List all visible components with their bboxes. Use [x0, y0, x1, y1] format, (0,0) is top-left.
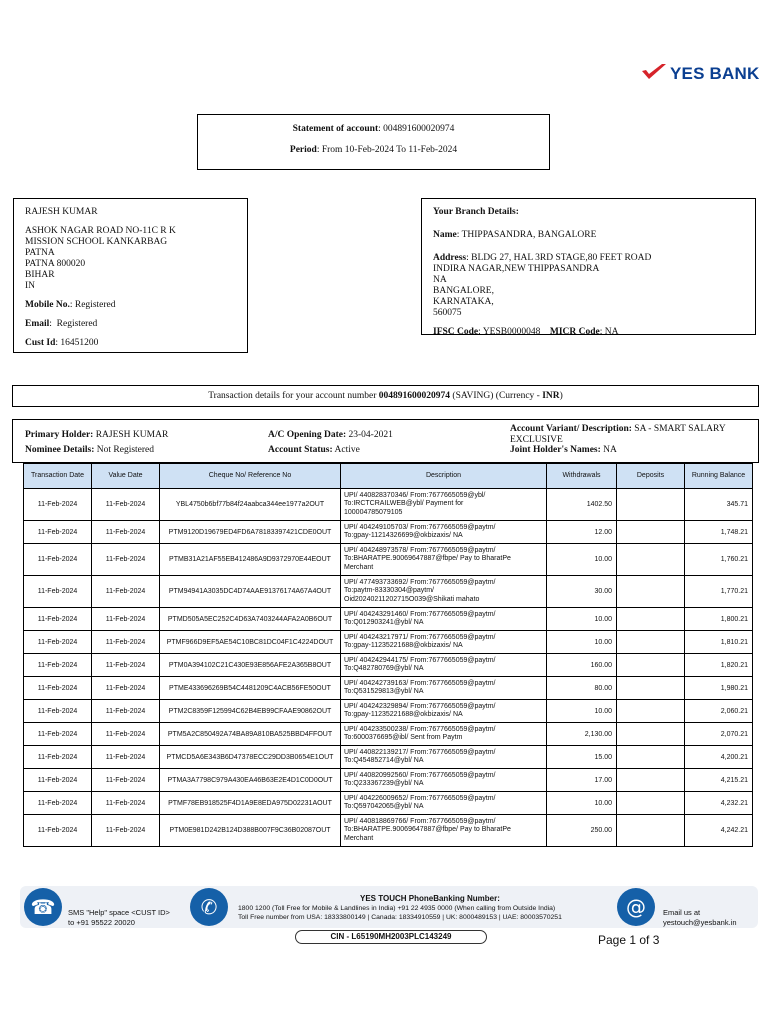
transaction-date-cell: 11-Feb-2024 — [24, 654, 92, 677]
email-line-1: Email us at — [663, 908, 701, 917]
reference-cell: PTMD505A5EC252C4D63A7403244AFA2A0B6OUT — [160, 608, 341, 631]
yestouch-title: YES TOUCH PhoneBanking Number: — [360, 894, 500, 903]
withdrawal-cell: 10.00 — [547, 700, 617, 723]
customer-name: RAJESH KUMAR — [25, 207, 98, 217]
col-value-date: Value Date — [92, 464, 160, 489]
balance-cell: 4,215.21 — [685, 769, 753, 792]
primary-holder-label: Primary Holder: — [25, 430, 94, 440]
table-row — [24, 489, 753, 521]
description-line: UPI/ 404226009652/ From:7677665059@paytm/ — [344, 794, 496, 802]
balance-cell: 2,060.21 — [685, 700, 753, 723]
yestouch-line-1: 1800 1200 (Toll Free for Mobile & Landlines in India) +91 22 4935 0000 (When calling from Outside India) — [238, 904, 556, 912]
period-line: Period: From 10-Feb-2024 To 11-Feb-2024 — [289, 145, 458, 155]
reference-cell: PTMCD5A6E343B6D47378ECC29DD3B0654E1OUT — [160, 746, 341, 769]
email-line-2: yestouch@yesbank.in — [663, 917, 737, 927]
balance-cell: 2,070.21 — [685, 723, 753, 746]
description-cell — [341, 815, 547, 847]
description-line: To:Q454852714@ybl/ NA — [344, 757, 424, 764]
table-row — [24, 792, 753, 815]
tx-account: 004891600020974 — [378, 391, 451, 401]
ifsc-label: IFSC Code — [433, 327, 479, 337]
withdrawal-cell: 10.00 — [547, 792, 617, 815]
tx-prefix: Transaction details for your account number — [208, 391, 377, 401]
value-date-cell: 11-Feb-2024 — [92, 769, 160, 792]
description-line: UPI/ 440820992560/ From:7677665059@paytm/ — [344, 771, 496, 779]
description-line: UPI/ 404242739163/ From:7677665059@paytm/ — [344, 679, 496, 687]
transaction-date-cell: 11-Feb-2024 — [24, 576, 92, 608]
value-date-cell: 11-Feb-2024 — [92, 544, 160, 576]
withdrawal-cell: 15.00 — [547, 746, 617, 769]
reference-cell: PTM0E981D242B124D388B007F9C36B02087OUT — [160, 815, 341, 847]
description-line: UPI/ 440822139217/ From:7677665059@paytm/ — [344, 748, 496, 756]
micr-label: MICR Code — [549, 327, 600, 337]
table-row — [24, 723, 753, 746]
description-cell — [341, 723, 547, 746]
deposit-cell — [617, 489, 685, 521]
account-variant — [510, 424, 755, 446]
balance-cell: 1,760.21 — [685, 544, 753, 576]
yestouch-line-2: Toll Free number from USA: 18333800149 | Canada: 18334910559 | UK: 8000489153 | UAE: 80003570251 — [238, 914, 562, 921]
table-row — [24, 631, 753, 654]
deposit-cell — [617, 769, 685, 792]
transaction-date-cell: 11-Feb-2024 — [24, 815, 92, 847]
opening-date — [268, 430, 393, 441]
cin-badge: CIN - L65190MH2003PLC143249 — [295, 930, 487, 944]
branch-name-row: Name: THIPPASANDRA, BANGALORE — [433, 230, 597, 240]
reference-cell: YBL4750b6bf77b84f24aabca344ee1977a2OUT — [160, 489, 341, 521]
table-row — [24, 769, 753, 792]
statement-label: Statement of account — [292, 124, 379, 134]
description-cell — [341, 677, 547, 700]
address-line: IN — [25, 281, 36, 291]
page-number: Page 1 of 3 — [598, 933, 660, 947]
description-cell — [341, 521, 547, 544]
phone-icon: ✆ — [190, 888, 228, 926]
balance-cell: 1,820.21 — [685, 654, 753, 677]
value-date-cell: 11-Feb-2024 — [92, 723, 160, 746]
description-cell — [341, 769, 547, 792]
branch-address-line: INDIRA NAGAR,NEW THIPPASANDRA — [433, 264, 600, 274]
value-date-cell: 11-Feb-2024 — [92, 700, 160, 723]
value-date-cell: 11-Feb-2024 — [92, 489, 160, 521]
withdrawal-cell: 17.00 — [547, 769, 617, 792]
description-line: To:6000376695@ibl/ Sent from Paytm — [344, 734, 463, 741]
description-line: To:Q012903241@ybl/ NA — [344, 619, 424, 626]
primary-holder-value: RAJESH KUMAR — [95, 430, 169, 440]
tx-currency: INR — [542, 391, 560, 401]
joint-holder-label: Joint Holder's Names: — [510, 445, 601, 455]
description-cell — [341, 489, 547, 521]
customer-box — [13, 198, 248, 353]
description-line: UPI/ 404233500238/ From:7677665059@paytm/ — [344, 725, 496, 733]
reference-cell: PTMB31A21AF55EB412486A9D9372970E44EOUT — [160, 544, 341, 576]
description-line: UPI/ 404243291460/ From:7677665059@paytm/ — [344, 610, 496, 618]
withdrawal-cell: 10.00 — [547, 608, 617, 631]
table-row — [24, 677, 753, 700]
address-line: PATNA — [25, 248, 55, 258]
description-cell — [341, 576, 547, 608]
description-line: UPI/ 477493733692/ From:7677665059@paytm/ — [344, 578, 496, 586]
value-date-cell: 11-Feb-2024 — [92, 677, 160, 700]
deposit-cell — [617, 723, 685, 746]
mobile-sms-icon: ☎ — [24, 888, 62, 926]
value-date-cell: 11-Feb-2024 — [92, 746, 160, 769]
reference-cell: PTMF966D9EF5AE54C10BC81DC04F1C4224DOUT — [160, 631, 341, 654]
reference-cell: PTM2C8359F125994C62B4EB99CFAAE90862OUT — [160, 700, 341, 723]
deposit-cell — [617, 544, 685, 576]
account-status-value: Active — [334, 445, 360, 455]
table-row — [24, 521, 753, 544]
bank-logo — [640, 62, 760, 92]
cust-id-value: 16451200 — [60, 338, 99, 348]
deposit-cell — [617, 654, 685, 677]
description-line: UPI/ 404242329894/ From:7677665059@paytm/ — [344, 702, 496, 710]
statement-line: Statement of account: 004891600020974 — [292, 124, 455, 134]
description-line: UPI/ 404242944175/ From:7677665059@paytm/ — [344, 656, 496, 664]
description-line: To:BHARATPE.90069647887@fbpe/ Pay to BharatPe — [344, 826, 511, 834]
table-row — [24, 700, 753, 723]
description-cell — [341, 700, 547, 723]
address-line: MISSION SCHOOL KANKARBAG — [25, 237, 168, 247]
table-row — [24, 746, 753, 769]
reference-cell: PTM5A2C850492A74BA89A810BA525BBD4FFOUT — [160, 723, 341, 746]
branch-name-value: THIPPASANDRA, BANGALORE — [461, 230, 597, 240]
tx-type: (SAVING) (Currency - — [452, 391, 540, 401]
balance-cell: 1,748.21 — [685, 521, 753, 544]
joint-holder — [510, 445, 617, 456]
sms-text — [68, 908, 170, 927]
opening-date-value: 23-04-2021 — [348, 430, 393, 440]
mobile-label: Mobile No. — [25, 300, 70, 310]
tx-suffix: ) — [559, 391, 563, 401]
description-line: To:Q482780769@ybl/ NA — [344, 665, 424, 672]
withdrawal-cell: 10.00 — [547, 544, 617, 576]
branch-name-label: Name — [433, 230, 457, 240]
description-cell — [341, 631, 547, 654]
description-line: To:gpay-11235221688@okbizaxis/ NA — [344, 711, 463, 718]
transaction-date-cell: 11-Feb-2024 — [24, 521, 92, 544]
tick-logo-icon — [640, 62, 668, 82]
balance-cell: 4,200.21 — [685, 746, 753, 769]
reference-cell: PTM94941A3035DC4D74AAE91376174A67A4OUT — [160, 576, 341, 608]
description-cell — [341, 544, 547, 576]
mobile-value: Registered — [74, 300, 116, 310]
withdrawal-cell: 10.00 — [547, 631, 617, 654]
description-cell — [341, 654, 547, 677]
description-line: UPI/ 404249105703/ From:7677665059@paytm/ — [344, 523, 496, 531]
withdrawal-cell: 1402.50 — [547, 489, 617, 521]
col-deposits: Deposits — [617, 464, 685, 489]
deposit-cell — [617, 746, 685, 769]
balance-cell: 4,242.21 — [685, 815, 753, 847]
transaction-date-cell: 11-Feb-2024 — [24, 608, 92, 631]
withdrawal-cell: 30.00 — [547, 576, 617, 608]
description-line: Merchant — [344, 563, 374, 571]
transaction-date-cell: 11-Feb-2024 — [24, 489, 92, 521]
reference-cell: PTMA3A7798C979A430EA46B63E2E4D1C0D0OUT — [160, 769, 341, 792]
description-line: UPI/ 404248973578/ From:7677665059@paytm/ — [344, 546, 496, 554]
description-cell — [341, 608, 547, 631]
ifsc-value: YESB0000048 — [482, 327, 541, 337]
description-cell — [341, 746, 547, 769]
balance-cell: 1,810.21 — [685, 631, 753, 654]
customer-address — [25, 226, 176, 292]
sms-line-2: to +91 95522 20020 — [68, 917, 135, 927]
description-line: UPI/ 440828370346/ From:7677665059@ybl/ — [344, 491, 486, 499]
reference-cell: PTME433696269B54C4481209C4ACB56FE50OUT — [160, 677, 341, 700]
branch-address-line: 560075 — [433, 308, 462, 318]
description-line: UPI/ 404243217971/ From:7677665059@paytm/ — [344, 633, 496, 641]
email-value: Registered — [56, 319, 98, 329]
nominee-label: Nominee Details: — [25, 445, 95, 455]
deposit-cell — [617, 576, 685, 608]
cust-id-row: Cust Id: 16451200 — [25, 338, 99, 348]
branch-address-line: NA — [433, 275, 447, 285]
deposit-cell — [617, 631, 685, 654]
withdrawal-cell: 160.00 — [547, 654, 617, 677]
transaction-date-cell: 11-Feb-2024 — [24, 792, 92, 815]
address-line: PATNA 800020 — [25, 259, 86, 269]
branch-address-line: KARNATAKA, — [433, 297, 494, 307]
period-value: From 10-Feb-2024 To 11-Feb-2024 — [321, 145, 458, 155]
description-line: UPI/ 440818869766/ From:7677665059@paytm/ — [344, 817, 496, 825]
col-withdrawals: Withdrawals — [547, 464, 617, 489]
nominee — [25, 445, 154, 456]
col-running-balance: Running Balance — [685, 464, 753, 489]
email-icon: @ — [617, 888, 655, 926]
address-line: BIHAR — [25, 270, 55, 280]
holder-box — [12, 419, 759, 463]
deposit-cell — [617, 815, 685, 847]
value-date-cell: 11-Feb-2024 — [92, 521, 160, 544]
description-line: To:Q531529813@ybl/ NA — [344, 688, 424, 695]
transaction-date-cell: 11-Feb-2024 — [24, 769, 92, 792]
col-reference: Cheque No/ Reference No — [160, 464, 341, 489]
transaction-date-cell: 11-Feb-2024 — [24, 746, 92, 769]
opening-date-label: A/C Opening Date: — [268, 430, 347, 440]
description-cell — [341, 792, 547, 815]
balance-cell: 1,800.21 — [685, 608, 753, 631]
deposit-cell — [617, 677, 685, 700]
branch-address-line: BANGALORE, — [433, 286, 494, 296]
statement-box — [197, 114, 550, 170]
branch-title: Your Branch Details: — [433, 207, 519, 217]
ifsc-row: IFSC Code: YESB0000048 MICR Code: NA — [433, 327, 619, 337]
description-line: To:gpay-11214326699@okbizaxis/ NA — [344, 532, 463, 539]
table-header-row — [24, 464, 753, 489]
reference-cell: PTM9120D19679ED4FD6A78183397421CDE0OUT — [160, 521, 341, 544]
transactions-table — [23, 463, 753, 847]
email-row: Email: Registered — [25, 319, 98, 329]
balance-cell: 4,232.21 — [685, 792, 753, 815]
table-row — [24, 544, 753, 576]
value-date-cell: 11-Feb-2024 — [92, 576, 160, 608]
transaction-date-cell: 11-Feb-2024 — [24, 544, 92, 576]
transaction-date-cell: 11-Feb-2024 — [24, 723, 92, 746]
reference-cell: PTM0A394102C21C430E93E856AFE2A365B8OUT — [160, 654, 341, 677]
joint-holder-value: NA — [603, 445, 617, 455]
primary-holder — [25, 430, 168, 441]
transaction-header — [12, 385, 759, 407]
email-text — [663, 908, 737, 927]
deposit-cell — [617, 608, 685, 631]
col-transaction-date: Transaction Date — [24, 464, 92, 489]
value-date-cell: 11-Feb-2024 — [92, 631, 160, 654]
col-description: Description — [341, 464, 547, 489]
account-variant-label: Account Variant/ Description: — [510, 424, 632, 434]
account-status — [268, 445, 360, 456]
account-status-label: Account Status: — [268, 445, 333, 455]
value-date-cell: 11-Feb-2024 — [92, 654, 160, 677]
withdrawal-cell: 12.00 — [547, 521, 617, 544]
value-date-cell: 11-Feb-2024 — [92, 608, 160, 631]
branch-address-row: Address: BLDG 27, HAL 3RD STAGE,80 FEET ROAD INDIRA NAGAR,NEW THIPPASANDRA NA BANGALORE, KARNATAKA, 560075 — [433, 253, 652, 318]
table-row — [24, 608, 753, 631]
table-row — [24, 576, 753, 608]
value-date-cell: 11-Feb-2024 — [92, 815, 160, 847]
yestouch-text — [238, 894, 562, 923]
transaction-date-cell: 11-Feb-2024 — [24, 677, 92, 700]
sms-line-1: SMS "Help" space <CUST ID> — [68, 908, 170, 917]
email-label: Email — [25, 319, 50, 329]
description-line: To:gpay-11235221688@okbizaxis/ NA — [344, 642, 463, 649]
balance-cell: 345.71 — [685, 489, 753, 521]
account-variant-value-2: EXCLUSIVE — [510, 435, 563, 445]
deposit-cell — [617, 792, 685, 815]
account-variant-value: SA - SMART SALARY — [634, 424, 726, 434]
withdrawal-cell: 250.00 — [547, 815, 617, 847]
transaction-date-cell: 11-Feb-2024 — [24, 631, 92, 654]
nominee-value: Not Registered — [96, 445, 155, 455]
micr-value: NA — [604, 327, 619, 337]
reference-cell: PTMF78EB918525F4D1A9E8EDA975D02231AOUT — [160, 792, 341, 815]
description-line: To:Q233367239@ybl/ NA — [344, 780, 424, 787]
transaction-date-cell: 11-Feb-2024 — [24, 700, 92, 723]
deposit-cell — [617, 700, 685, 723]
branch-address-label: Address — [433, 253, 467, 263]
table-row — [24, 654, 753, 677]
statement-account: 004891600020974 — [383, 124, 455, 134]
branch-address-line: BLDG 27, HAL 3RD STAGE,80 FEET ROAD — [471, 253, 652, 263]
description-line: To:paytm-83330304@paytm/ — [344, 587, 434, 595]
withdrawal-cell: 80.00 — [547, 677, 617, 700]
period-label: Period — [289, 145, 317, 155]
address-line: ASHOK NAGAR ROAD NO-11C R K — [25, 226, 176, 236]
mobile-row: Mobile No.: Registered — [25, 300, 116, 310]
branch-box — [421, 198, 756, 335]
description-line: Oid20240211202715O039@Shikati mahato — [344, 595, 480, 603]
balance-cell: 1,770.21 — [685, 576, 753, 608]
table-row — [24, 815, 753, 847]
description-line: To:IRCTCRAILWEB@ybl/ Payment for — [344, 500, 464, 508]
description-line: Merchant — [344, 834, 374, 842]
deposit-cell — [617, 521, 685, 544]
description-line: To:Q597042065@ybl/ NA — [344, 803, 424, 810]
balance-cell: 1,980.21 — [685, 677, 753, 700]
withdrawal-cell: 2,130.00 — [547, 723, 617, 746]
description-line: 100004785079105 — [344, 508, 403, 516]
value-date-cell: 11-Feb-2024 — [92, 792, 160, 815]
cust-id-label: Cust Id — [25, 338, 56, 348]
bank-name: YES BANK — [670, 64, 760, 83]
description-line: To:BHARATPE.90069647887@fbpe/ Pay to BharatPe — [344, 555, 511, 563]
